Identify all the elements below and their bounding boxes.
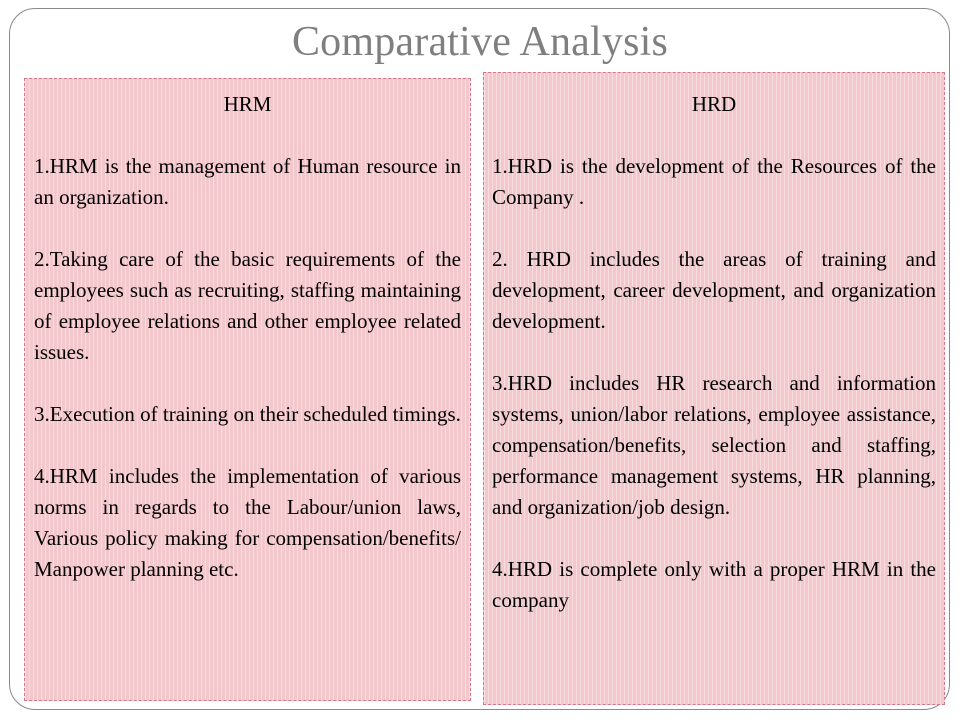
hrm-panel [24, 78, 471, 701]
hrm-point-4: 4.HRM includes the implementation of various norms in regards to the Labour/union laws, Various policy making for compensation/benefits/ Manpower planning etc. [34, 464, 461, 581]
hrd-point-2: 2. HRD includes the areas of training and development, career development, and organization development. [492, 247, 936, 333]
page-title: Comparative Analysis [291, 19, 669, 65]
hrd-point-1: 1.HRD is the development of the Resources of the Company . [492, 154, 936, 209]
hrm-point-3: 3.Execution of training on their scheduled timings. [34, 402, 461, 426]
hrd-point-4: 4.HRD is complete only with a proper HRM in the company [492, 557, 936, 612]
hrm-heading: HRM [223, 92, 272, 116]
hrm-point-1: 1.HRM is the management of Human resource in an organization. [34, 154, 461, 209]
hrm-point-2: 2.Taking care of the basic requirements of the employees such as recruiting, staffing maintaining of employee relations and other employee related issues. [34, 247, 461, 364]
hrd-panel [483, 72, 945, 705]
hrd-point-3: 3.HRD includes HR research and information systems, union/labor relations, employee assistance, compensation/benefits, selection and staffing, performance management systems, HR planning, and organization/job design. [492, 371, 936, 519]
hrd-heading: HRD [691, 92, 737, 116]
